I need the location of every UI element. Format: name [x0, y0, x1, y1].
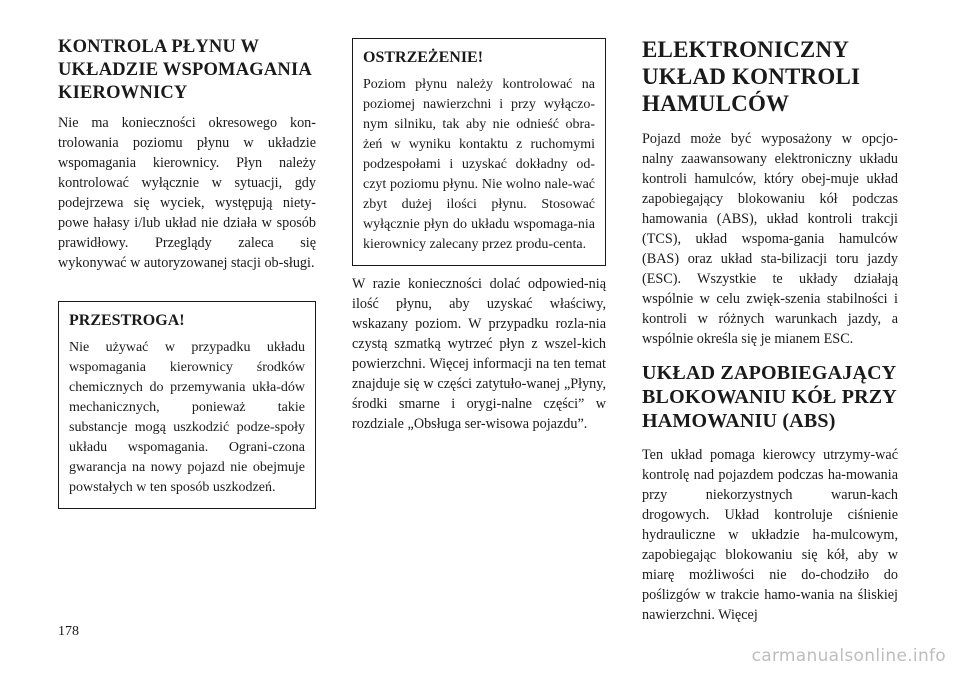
body-paragraph: W razie konieczności dolać odpowied-nią ilość płynu, aby uzyskać właściwy, wskazany poziom. W przypadku rozla-nia czystą szmatką wytrzeć płyn z wszel-kich powierzchni. Więcej informacji na ten temat znajduje się w części zatytuło-wanej „Płyny, środki smarne i orygi-nalne części” w rozdziale „Obsługa ser-wisowa pojazdu”.: [352, 276, 606, 432]
column-middle: [352, 32, 606, 434]
caution-title: OSTRZEŻENIE!: [363, 49, 484, 66]
section-heading-brake-control: ELEKTRONICZNY UKŁAD KONTROLI HAMULCÓW: [642, 37, 861, 116]
warning-box: [58, 301, 316, 509]
watermark: carmanualsonline.info: [751, 646, 946, 666]
caution-box: [352, 38, 606, 266]
warning-text: Nie używać w przypadku układu wspomagania kierownicy środków chemicznych do przemywania ukła-dów mechanicznych, ponieważ takie substancje mogą uszkodzić podze-społy układu wspomagania. Ograni-czona gwarancja na nowy pojazd nie obejmuje powstałych w ten sposób uszkodzeń.: [69, 340, 305, 495]
section-heading-power-steering: KONTROLA PŁYNU W UKŁADZIE WSPOMAGANIA KIEROWNICY: [58, 37, 311, 103]
section-heading-abs: UKŁAD ZAPOBIEGAJĄCY BLOKOWANIU KÓŁ PRZY HAMOWANIU (ABS): [642, 362, 897, 432]
body-paragraph: Ten układ pomaga kierowcy utrzymy-wać kontrolę nad pojazdem podczas ha-mowania przy niekorzystnych warun-kach drogowych. Układ kontroluje ciśnienie hydrauliczne w układzie ha-mulcowym, zapobiegając blokowaniu się kół, aby w miarę możliwości nie do-chodziło do poślizgów w trakcie hamo-wania na śliskiej nawierzchni. Więcej: [642, 447, 898, 623]
column-right: [642, 32, 898, 625]
column-left: [58, 32, 316, 509]
body-paragraph: Nie ma konieczności okresowego kon-trolowania poziomu płynu w układzie wspomagania kierownicy. Płyn należy kontrolować wyłącznie w sytuacji, gdy podejrzewa się wyciek, występują niety-powe hałasy i/lub układ nie działa w sposób prawidłowy. Przeglądy zaleca się wykonywać w autoryzowanej stacji ob-sługi.: [58, 115, 316, 271]
warning-title: PRZESTROGA!: [69, 312, 185, 329]
page-number: 178: [58, 624, 79, 639]
body-paragraph: Pojazd może być wyposażony w opcjo-nalny zaawansowany elektroniczny układu kontroli hamulców, który obej-muje układ zapobiegający blokowaniu kół podczas hamowania (ABS), układ kontroli trakcji (TCS), układ wspoma-gania hamulców (BAS) oraz układ sta-bilizacji toru jazdy (ESC). Wszystkie te układy działają wspólnie w celu zwięk-szenia stabilności i kontroli w różnych warunkach jazdy, a wspólnie określa się je mianem ESC.: [642, 131, 898, 347]
caution-text: Poziom płynu należy kontrolować na poziomej nawierzchni i przy wyłączo-nym silniku, tak aby nie odnieść obra-żeń w wyniku kontaktu z ruchomymi podzespołami i uzyskać dokładny od-czyt poziomu płynu. Nie wolno nale-wać zbyt dużej ilości płynu. Stosować wyłącznie płyn do układu wspomaga-nia kierownicy zalecany przez produ-centa.: [363, 77, 595, 252]
